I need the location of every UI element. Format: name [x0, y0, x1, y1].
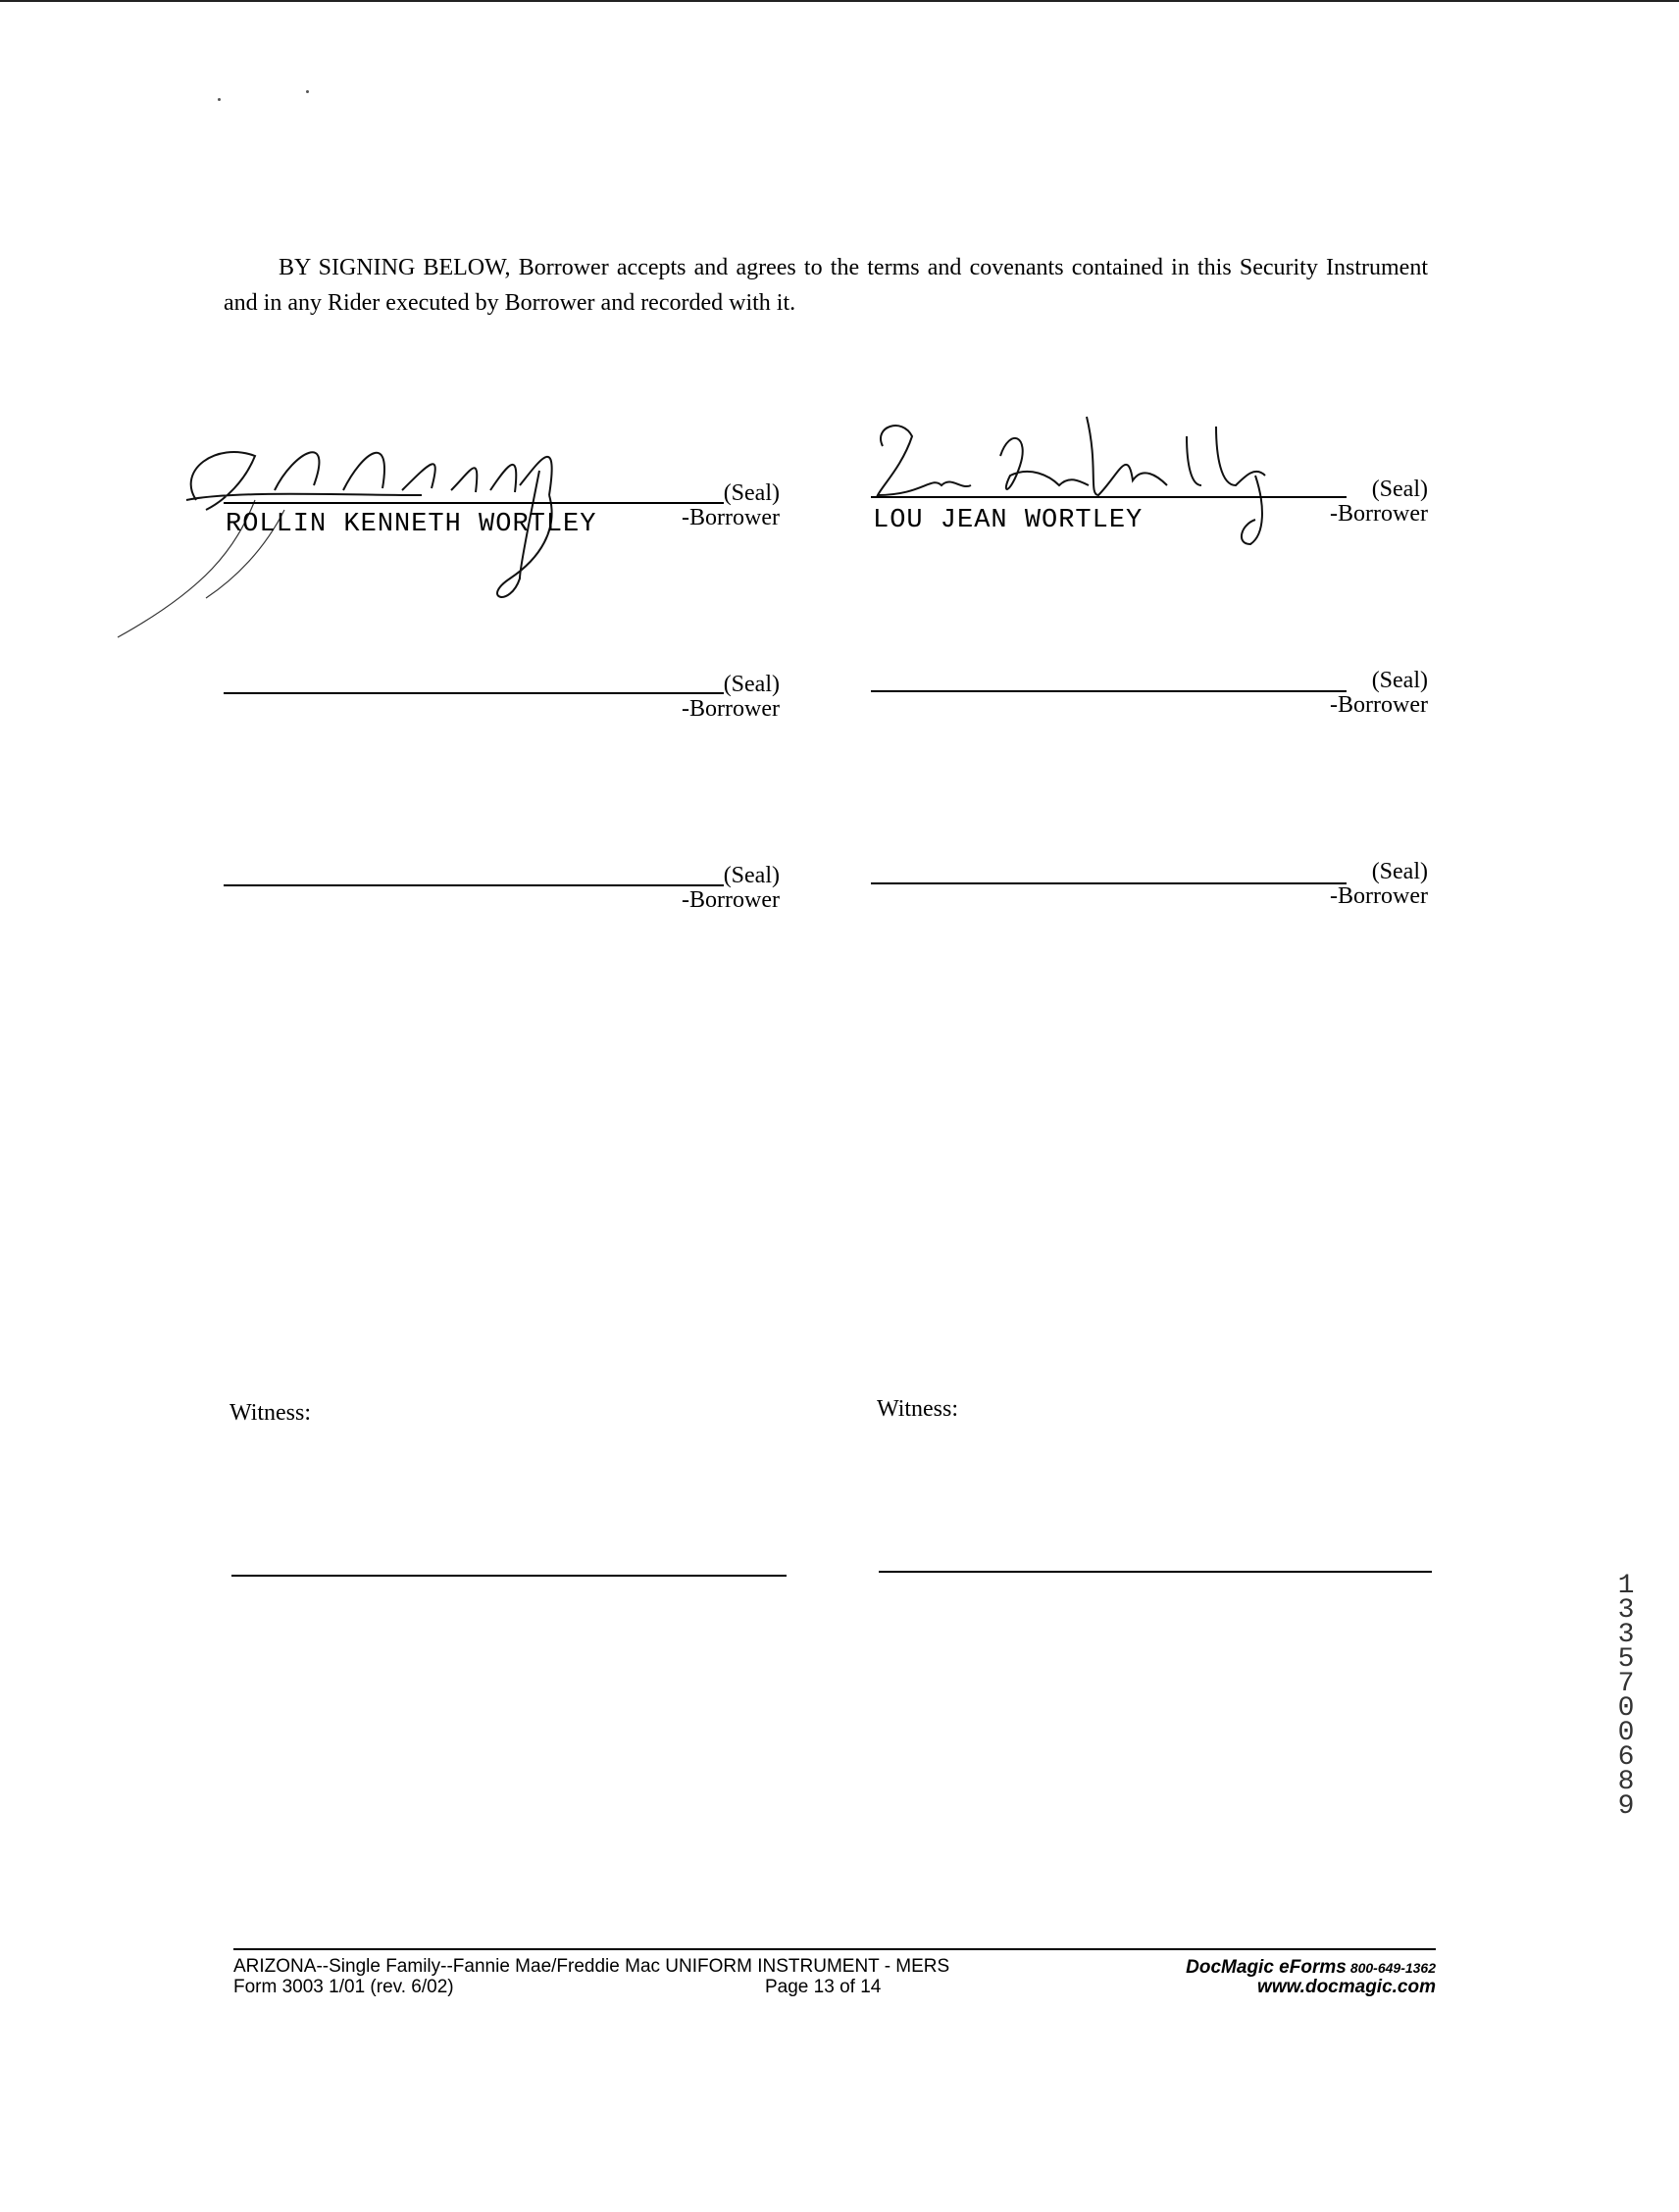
- borrower-4-seal-label: (Seal): [1371, 668, 1428, 693]
- borrower-5-role-label: -Borrower: [682, 887, 780, 913]
- borrower-3-seal-label: (Seal): [723, 672, 780, 697]
- scan-speck: [218, 98, 221, 101]
- borrower-6-signature-line: [871, 882, 1347, 884]
- borrower-2-signature-line: [871, 496, 1347, 498]
- borrower-5-seal-label: (Seal): [723, 863, 780, 888]
- recording-stamp: 13357 00689: [1617, 1571, 1635, 1822]
- borrower-6-seal-label: (Seal): [1371, 859, 1428, 884]
- borrower-3-role-label: -Borrower: [682, 696, 780, 722]
- footer-website: www.docmagic.com: [1257, 1977, 1436, 1997]
- borrower-1-seal-label: (Seal): [723, 480, 780, 506]
- footer-form-title: ARIZONA--Single Family--Fannie Mae/Freddie Mac UNIFORM INSTRUMENT - MERS: [233, 1956, 950, 1977]
- footer-brand: DocMagic eForms: [1186, 1957, 1347, 1978]
- borrower-1-printed-name: ROLLIN KENNETH WORTLEY: [226, 510, 597, 539]
- borrower-2-role-label: -Borrower: [1330, 501, 1428, 527]
- witness-left-signature-line: [231, 1575, 787, 1577]
- borrower-4-role-label: -Borrower: [1330, 692, 1428, 718]
- footer-page-number: Page 13 of 14: [765, 1977, 882, 1997]
- signing-statement: BY SIGNING BELOW, Borrower accepts and agrees to the terms and covenants contained in this Security Instrument and in any Rider executed by Borrower and recorded with it.: [224, 255, 1428, 316]
- borrower-4-signature-line: [871, 690, 1347, 692]
- borrower-6-role-label: -Borrower: [1330, 883, 1428, 909]
- footer-phone: 800-649-1362: [1349, 1960, 1436, 1976]
- borrower-2-seal-label: (Seal): [1371, 477, 1428, 502]
- footer-brand-line: [1128, 1957, 1436, 1979]
- top-border-line: [0, 0, 1679, 2]
- borrower-2-printed-name: LOU JEAN WORTLEY: [873, 506, 1144, 535]
- scan-speck: [306, 90, 309, 93]
- witness-right-label: Witness:: [877, 1396, 959, 1422]
- witness-right-signature-line: [879, 1571, 1432, 1573]
- footer-rule: [233, 1948, 1436, 1950]
- footer-form-number: Form 3003 1/01 (rev. 6/02): [233, 1977, 454, 1997]
- borrower-1-role-label: -Borrower: [682, 505, 780, 530]
- witness-left-label: Witness:: [229, 1400, 312, 1426]
- borrower-2-signature: [863, 407, 1295, 564]
